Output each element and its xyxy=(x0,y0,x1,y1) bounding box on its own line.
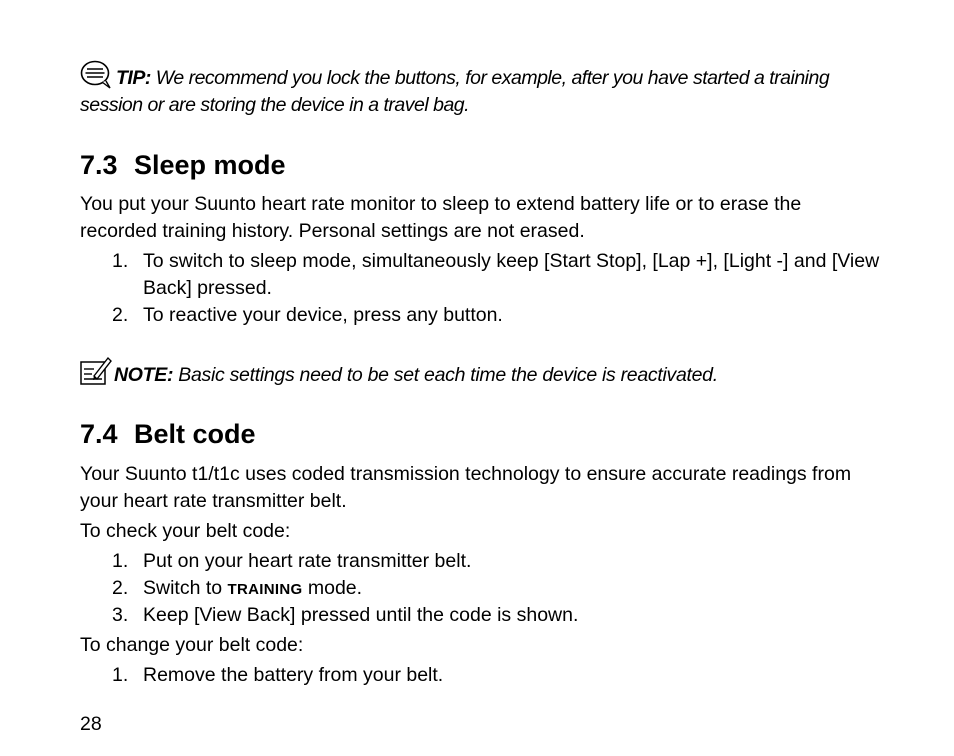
tip-callout xyxy=(80,60,880,119)
list-text: Remove the battery from your belt. xyxy=(143,664,444,686)
section-number: 7.3 xyxy=(80,150,118,180)
section-number: 7.4 xyxy=(80,419,118,449)
check-belt-code-label: To check your belt code: xyxy=(80,520,291,542)
section-title: Belt code xyxy=(134,419,256,449)
note-text: Basic settings need to be set each time the device is reactivated. xyxy=(178,364,718,386)
list-item xyxy=(80,575,880,603)
list-text-suffix: mode. xyxy=(302,577,363,599)
note-icon xyxy=(80,356,114,386)
list-item xyxy=(80,662,880,689)
list-text: Keep [View Back] pressed until the code is shown. xyxy=(143,604,579,626)
list-number: 3. xyxy=(112,604,129,626)
note-label: NOTE: xyxy=(114,364,174,386)
belt-intro-paragraph: Your Suunto t1/t1c uses coded transmission technology to ensure accurate readings from your heart rate transmitter belt. xyxy=(80,463,852,512)
tip-label: TIP: xyxy=(116,67,151,89)
list-text: To switch to sleep mode, simultaneously keep [Start Stop], [Lap +], [Light -] and [View Back] pressed. xyxy=(143,250,880,299)
list-text xyxy=(143,575,880,603)
sleep-intro-paragraph: You put your Suunto heart rate monitor to sleep to extend battery life or to erase the recorded training history. Personal settings are not erased. xyxy=(80,193,802,242)
training-mode-label: TRAINING xyxy=(227,581,303,598)
page-number: 28 xyxy=(80,713,102,735)
note-callout xyxy=(80,356,880,389)
list-number: 2. xyxy=(112,304,129,326)
list-number: 1. xyxy=(112,250,129,272)
list-number: 1. xyxy=(112,550,129,572)
section-title: Sleep mode xyxy=(134,150,286,180)
list-number: 2. xyxy=(112,577,129,599)
change-belt-code-label: To change your belt code: xyxy=(80,634,304,656)
list-number: 1. xyxy=(112,664,129,686)
list-text-prefix: Switch to xyxy=(143,577,228,599)
tip-icon xyxy=(80,60,114,90)
section-heading-belt-code xyxy=(80,418,256,450)
tip-text: We recommend you lock the buttons, for example, after you have started a training session or are storing the device in a travel bag. xyxy=(80,67,830,116)
list-item xyxy=(80,302,880,329)
list-item xyxy=(80,602,880,629)
list-item xyxy=(80,548,880,575)
section-heading-sleep-mode xyxy=(80,149,286,181)
list-text: To reactive your device, press any button. xyxy=(143,304,503,326)
list-text: Put on your heart rate transmitter belt. xyxy=(143,550,472,572)
list-item xyxy=(80,248,880,302)
